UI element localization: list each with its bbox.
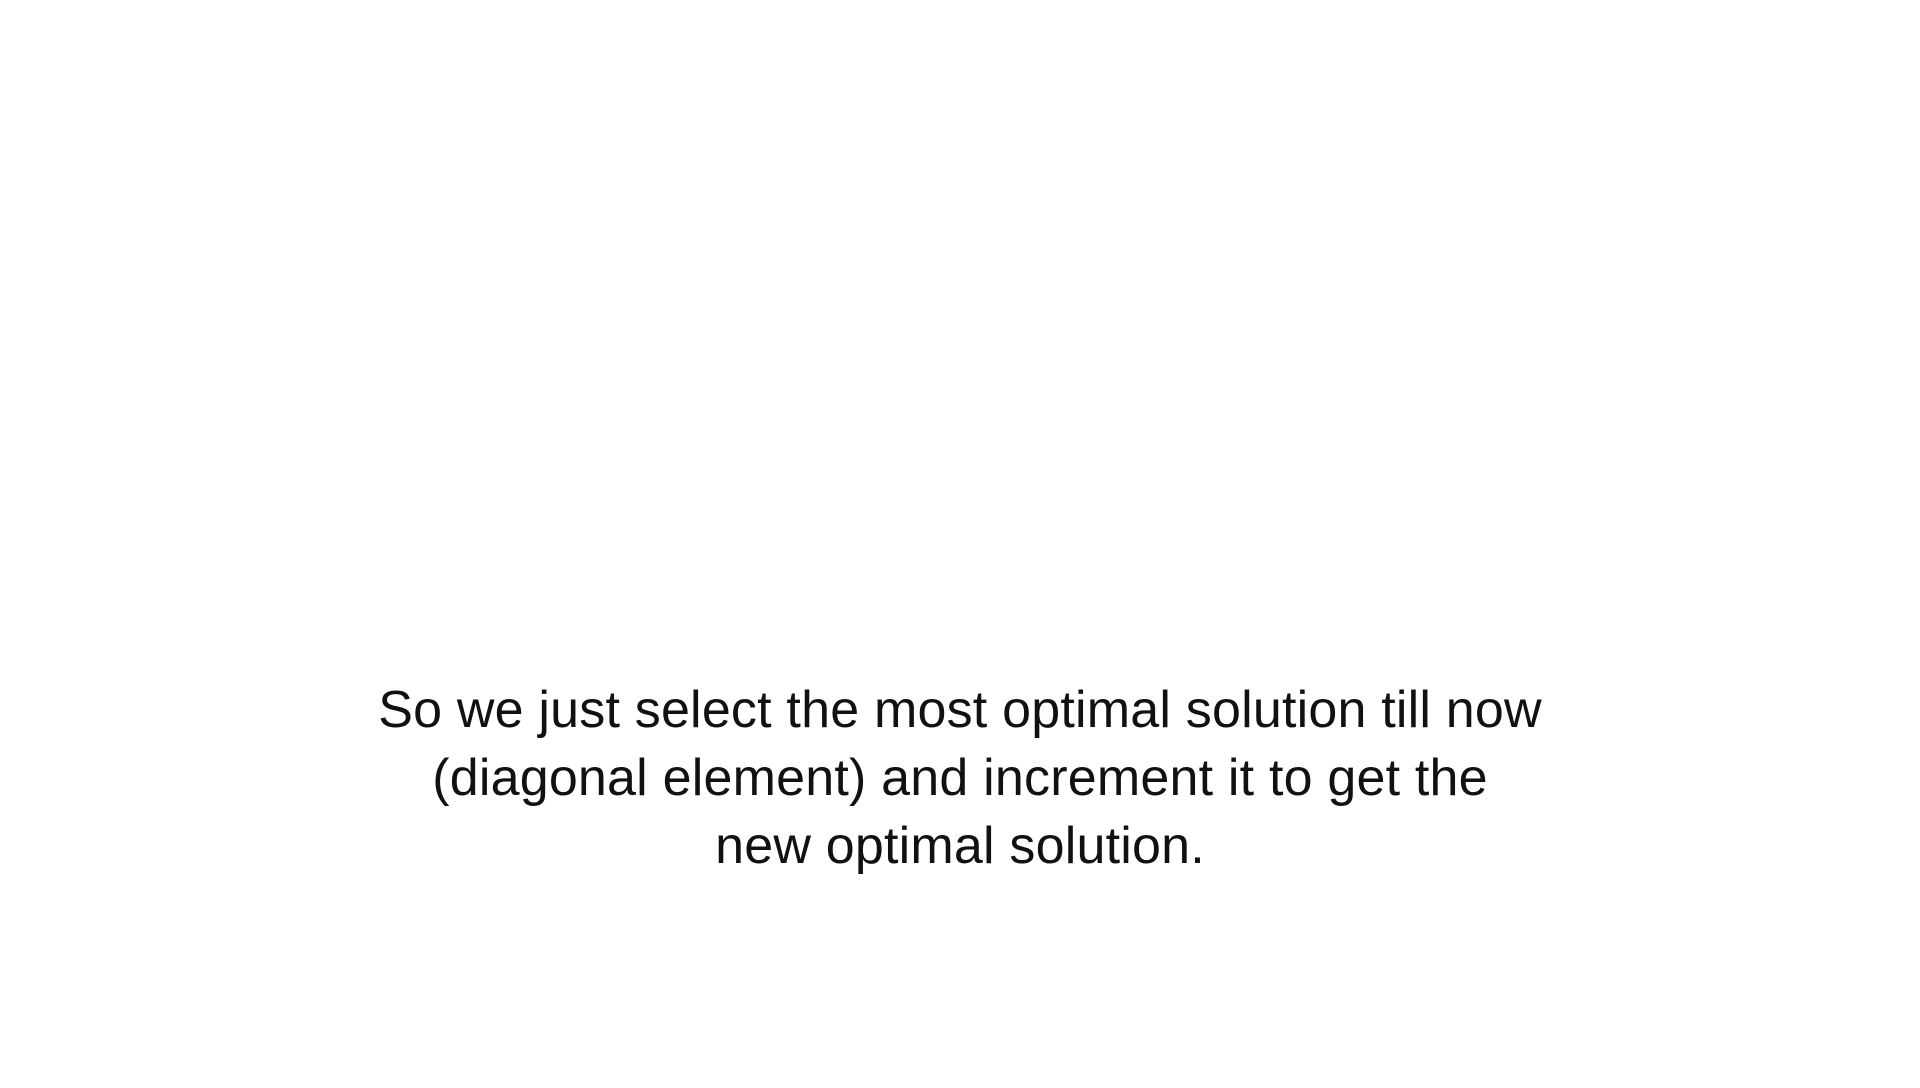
caption-text <box>0 676 1920 880</box>
caption-line-1: So we just select the most optimal solution till now <box>378 681 1542 739</box>
caption-line-3: new optimal solution. <box>715 817 1205 875</box>
caption-line-2: (diagonal element) and increment it to get the <box>432 749 1488 807</box>
